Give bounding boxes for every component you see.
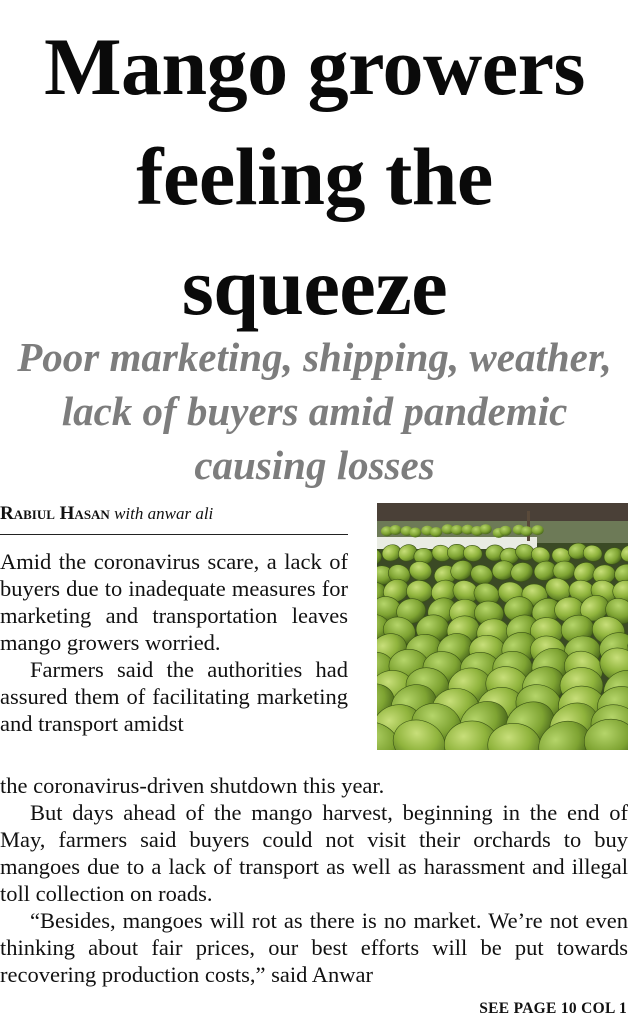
paragraph-2-top: Farmers said the authorities had assured them of facilitating marketing and transport amidst: [0, 657, 348, 736]
mango-photo: [377, 503, 628, 750]
subheadline: Poor marketing, shipping, weather, lack of buyers amid pandemic causing losses: [17, 334, 612, 488]
mango-small: [409, 528, 421, 538]
mango-small: [480, 524, 492, 534]
mango-small: [451, 525, 463, 535]
mango-small: [499, 526, 511, 536]
article-column: [0, 548, 348, 737]
paragraph-3: But days ahead of the mango harvest, beginning in the end of May, farmers said buyers could not visit their orchards to buy mangoes due to a lack of transport as well as harassment and illegal toll collection on roads.: [0, 800, 628, 906]
paragraph-2-end: the coronavirus-driven shutdown this year.: [0, 773, 385, 798]
byline-rule: [0, 534, 348, 535]
mango-small: [532, 525, 544, 535]
byline: [0, 503, 350, 525]
article-wide-text: [0, 772, 628, 988]
mango-small: [430, 527, 442, 537]
headline: Mango growers feeling the squeeze: [44, 21, 585, 332]
mango-small: [521, 526, 533, 536]
byline-author: Rabiul Hasan: [0, 503, 110, 524]
mango-photo-image: [377, 503, 628, 750]
byline-contributor: with anwar ali: [114, 504, 214, 523]
paragraph-1: Amid the coronavirus scare, a lack of buyers due to inadequate measures for marketing and transportation leaves mango growers worried.: [0, 549, 348, 655]
jump-line[interactable]: SEE PAGE 10 COL 1: [479, 1000, 627, 1017]
mango-small: [389, 525, 401, 535]
paragraph-4: “Besides, mangoes will rot as there is no market. We’re not even thinking about fair prices, our best efforts will be put towards recovering production costs,” said Anwar: [0, 908, 628, 987]
